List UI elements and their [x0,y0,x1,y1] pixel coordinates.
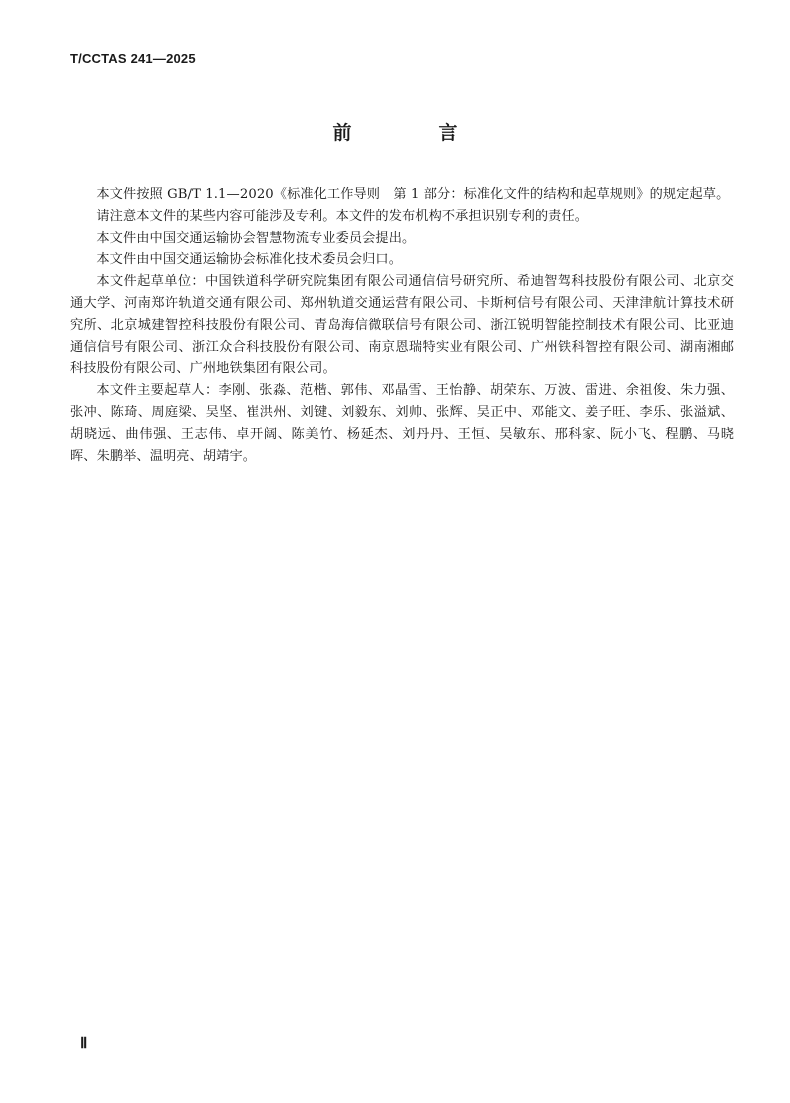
document-body [70,184,734,467]
paragraph-proposer: 本文件由中国交通运输协会智慧物流专业委员会提出。 [96,230,416,246]
paragraph-main-drafters: 本文件主要起草人：李刚、张淼、范楷、郭伟、邓晶雪、王怡静、胡荣东、万波、雷进、余祖俊、朱力强、张冲、陈琦、周庭梁、吴坚、崔洪州、刘键、刘毅东、刘帅、张辉、吴正中、邓能文、姜子旺、李乐、张溢斌、胡晓远、曲伟强、王志伟、卓开阔、陈美竹、杨延杰、刘丹丹、王恒、吴敏东、邢科家、阮小飞、程鹏、马晓晖、朱鹏举、温明亮、胡靖宇。 [70,383,734,464]
paragraph-drafting-basis: 本文件按照 GB/T 1.1—2020《标准化工作导则 第 1 部分：标准化文件的结构和起草规则》的规定起草。 [96,187,730,202]
document-id: T/CCTAS 241—2025 [70,51,196,66]
paragraph-centralized-by: 本文件由中国交通运输协会标准化技术委员会归口。 [96,252,403,268]
paragraph-drafting-units: 本文件起草单位：中国铁道科学研究院集团有限公司通信信号研究所、希迪智驾科技股份有限公司、北京交通大学、河南郑许轨道交通有限公司、郑州轨道交通运营有限公司、卡斯柯信号有限公司、天津津航计算技术研究所、北京城建智控科技股份有限公司、青岛海信微联信号有限公司、浙江锐明智能控制技术有限公司、比亚迪通信信号有限公司、浙江众合科技股份有限公司、南京恩瑞特实业有限公司、广州铁科智控有限公司、湖南湘邮科技股份有限公司、广州地铁集团有限公司。 [70,274,734,377]
paragraph-patent-notice: 请注意本文件的某些内容可能涉及专利。本文件的发布机构不承担识别专利的责任。 [96,208,589,224]
page-number: Ⅱ [80,1036,88,1052]
page-title: 前 言 [332,122,492,144]
